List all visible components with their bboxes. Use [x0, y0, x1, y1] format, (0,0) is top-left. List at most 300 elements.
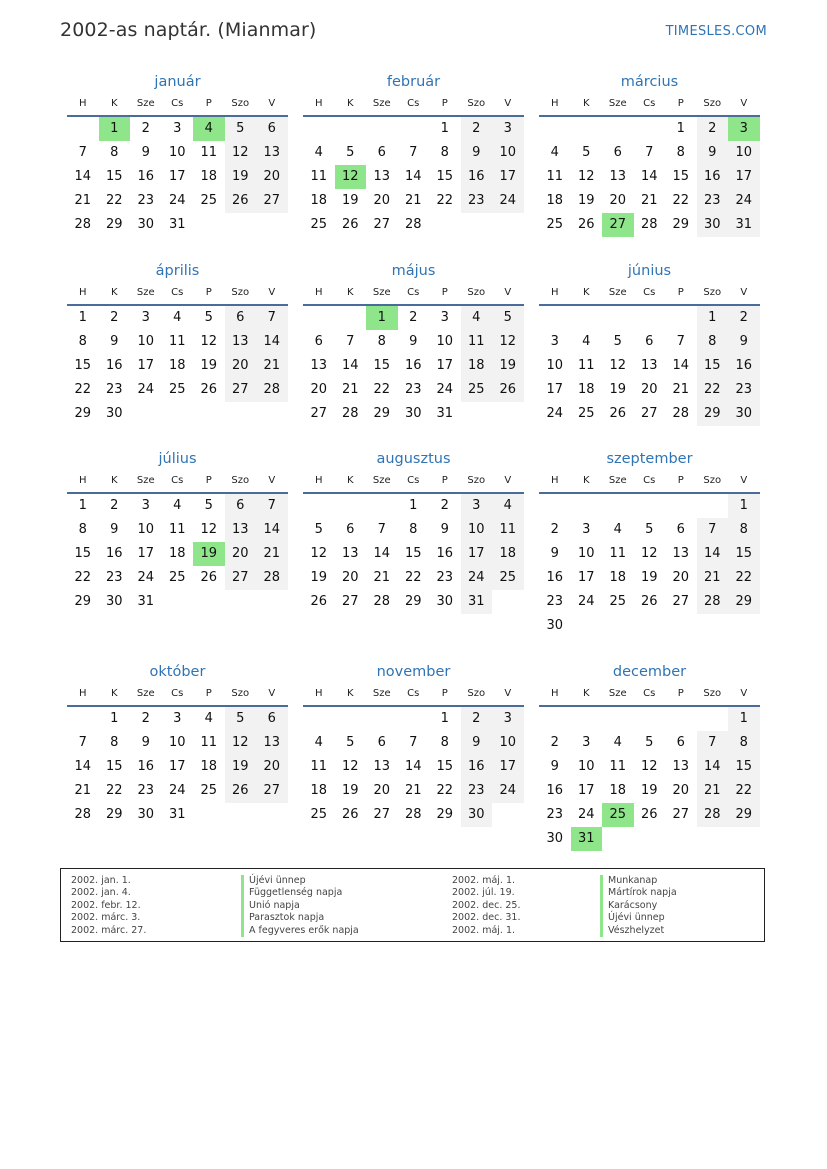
day-cell: 29: [74, 594, 92, 609]
week-row: [539, 731, 760, 755]
day-cell: 4: [314, 735, 323, 750]
day-cell: 28: [256, 378, 288, 402]
empty-day-cell: [539, 306, 571, 330]
weekday-header: [303, 685, 524, 707]
day-cell: 23: [461, 189, 493, 213]
day-cell: 24: [168, 783, 186, 798]
week-row: [67, 354, 288, 378]
week-row: [539, 402, 760, 426]
day-cell: 15: [436, 169, 454, 184]
weekday-label: V: [504, 98, 512, 109]
day-cell: 16: [137, 169, 155, 184]
day-cell: 15: [74, 546, 92, 561]
day-cell: 5: [645, 735, 654, 750]
day-cell: 6: [256, 707, 288, 731]
weekday-label: V: [504, 287, 512, 298]
day-cell: 11: [461, 330, 493, 354]
day-cell: 19: [640, 570, 658, 585]
site-link[interactable]: TIMESLES.COM: [665, 24, 767, 39]
day-cell: 12: [225, 731, 257, 755]
day-cell: 10: [436, 334, 454, 349]
empty-day-cell: [67, 707, 99, 731]
day-cell: 10: [168, 145, 186, 160]
week-row: [539, 518, 760, 542]
day-cell: 28: [697, 590, 729, 614]
week-row: [539, 117, 760, 141]
day-cell: 6: [676, 735, 685, 750]
empty-day-cell: [571, 494, 603, 518]
weekday-label: Cs: [171, 287, 184, 298]
empty-day-cell: [634, 306, 666, 330]
day-cell: 27: [225, 378, 257, 402]
week-row: [539, 827, 760, 851]
day-cell: 28: [74, 807, 92, 822]
day-cell: 9: [409, 334, 418, 349]
week-row: [539, 707, 760, 731]
month-days: [303, 707, 524, 827]
day-cell: 14: [404, 169, 422, 184]
day-cell: 21: [697, 779, 729, 803]
month-5: [303, 261, 524, 426]
week-row: [67, 731, 288, 755]
day-cell: 13: [672, 546, 690, 561]
empty-day-cell: [492, 590, 524, 614]
day-cell: 7: [676, 334, 685, 349]
day-cell: 3: [550, 334, 559, 349]
weekday-header: [303, 472, 524, 494]
day-cell: 20: [256, 165, 288, 189]
day-cell: 16: [546, 783, 564, 798]
day-cell: 7: [346, 334, 355, 349]
day-cell: 5: [346, 145, 355, 160]
week-row: [67, 803, 288, 827]
day-cell: 1: [409, 498, 418, 513]
weekday-header: [67, 472, 288, 494]
day-cell: 7: [409, 735, 418, 750]
holiday-names-right: [600, 875, 677, 937]
empty-day-cell: [634, 494, 666, 518]
day-cell: 6: [225, 306, 257, 330]
holiday-date: 2002. márc. 27.: [71, 924, 147, 936]
empty-day-cell: [366, 117, 398, 141]
week-row: [67, 402, 288, 426]
day-cell: 18: [168, 358, 186, 373]
weekday-label: V: [740, 287, 748, 298]
day-cell: 21: [74, 783, 92, 798]
weekday-label: V: [504, 475, 512, 486]
month-days: [67, 117, 288, 237]
day-cell: 29: [728, 803, 760, 827]
holiday-name: Vészhelyzet: [600, 925, 677, 937]
day-cell: 4: [582, 334, 591, 349]
day-cell: 21: [256, 542, 288, 566]
day-cell: 28: [373, 594, 391, 609]
day-cell: 10: [728, 141, 760, 165]
day-cell: 30: [404, 406, 422, 421]
day-cell: 17: [436, 358, 454, 373]
day-cell: 30: [137, 807, 155, 822]
month-days: [67, 306, 288, 426]
day-cell: 26: [640, 807, 658, 822]
day-cell: 15: [105, 169, 123, 184]
month-10: [67, 662, 288, 827]
day-cell: 27: [373, 807, 391, 822]
weekday-label: H: [314, 98, 323, 109]
day-cell: 6: [225, 494, 257, 518]
empty-day-cell: [256, 402, 288, 426]
weekday-label: Cs: [171, 98, 184, 109]
month-days: [67, 707, 288, 827]
weekday-label: Sze: [608, 287, 627, 298]
day-cell: 20: [310, 382, 328, 397]
day-cell: 15: [105, 759, 123, 774]
month-3: [539, 72, 760, 237]
weekday-label: Sze: [372, 98, 391, 109]
month-name: december: [612, 664, 687, 680]
empty-day-cell: [162, 590, 194, 614]
holiday-name: Mártírok napja: [600, 887, 677, 899]
day-cell: 13: [609, 169, 627, 184]
day-cell: 2: [550, 735, 559, 750]
day-cell: 28: [404, 807, 422, 822]
day-cell: 23: [728, 378, 760, 402]
day-cell: 16: [461, 165, 493, 189]
day-cell: 10: [492, 731, 524, 755]
empty-day-cell: [492, 213, 524, 237]
day-cell: 2: [728, 306, 760, 330]
month-name: november: [376, 664, 451, 680]
empty-day-cell: [335, 494, 367, 518]
day-cell: 19: [225, 165, 257, 189]
week-row: [539, 213, 760, 237]
empty-day-cell: [665, 707, 697, 731]
holiday-day-cell: 19: [193, 542, 225, 566]
empty-day-cell: [303, 306, 335, 330]
week-row: [67, 542, 288, 566]
holiday-date: 2002. máj. 1.: [452, 875, 516, 886]
day-cell: 21: [256, 354, 288, 378]
day-cell: 19: [609, 382, 627, 397]
day-cell: 30: [461, 803, 493, 827]
day-cell: 14: [341, 358, 359, 373]
week-row: [303, 330, 524, 354]
month-days: [539, 494, 760, 638]
weekday-label: K: [346, 287, 354, 298]
weekday-label: P: [441, 287, 448, 298]
holiday-names-left: [241, 875, 359, 937]
week-row: [303, 518, 524, 542]
day-cell: 15: [74, 358, 92, 373]
day-cell: 17: [492, 755, 524, 779]
day-cell: 17: [137, 358, 155, 373]
empty-day-cell: [256, 590, 288, 614]
day-cell: 9: [728, 330, 760, 354]
month-days: [303, 306, 524, 426]
day-cell: 31: [461, 590, 493, 614]
day-cell: 13: [373, 169, 391, 184]
day-cell: 11: [492, 518, 524, 542]
day-cell: 18: [310, 193, 328, 208]
day-cell: 31: [436, 406, 454, 421]
day-cell: 4: [461, 306, 493, 330]
day-cell: 22: [728, 566, 760, 590]
day-cell: 17: [461, 542, 493, 566]
day-cell: 25: [200, 193, 218, 208]
day-cell: 5: [582, 145, 591, 160]
day-cell: 5: [346, 735, 355, 750]
weekday-label: Cs: [407, 688, 420, 699]
empty-day-cell: [728, 614, 760, 638]
week-row: [67, 306, 288, 330]
day-cell: 5: [314, 522, 323, 537]
empty-day-cell: [492, 402, 524, 426]
week-row: [303, 590, 524, 614]
weekday-label: Sze: [372, 475, 391, 486]
day-cell: 28: [74, 217, 92, 232]
day-cell: 20: [672, 570, 690, 585]
empty-day-cell: [602, 117, 634, 141]
day-cell: 27: [256, 189, 288, 213]
empty-day-cell: [571, 117, 603, 141]
month-12: [539, 662, 760, 851]
week-row: [539, 330, 760, 354]
day-cell: 17: [168, 169, 186, 184]
day-cell: 8: [409, 522, 418, 537]
page-title: 2002-as naptár. (Mianmar): [60, 19, 317, 41]
empty-day-cell: [193, 402, 225, 426]
day-cell: 11: [546, 169, 564, 184]
holiday-date: 2002. febr. 12.: [71, 899, 141, 911]
holiday-date: 2002. jan. 4.: [71, 887, 131, 899]
day-cell: 9: [550, 546, 559, 561]
day-cell: 14: [74, 759, 92, 774]
day-cell: 21: [373, 570, 391, 585]
day-cell: 8: [728, 518, 760, 542]
empty-day-cell: [193, 213, 225, 237]
day-cell: 18: [461, 354, 493, 378]
day-cell: 15: [697, 354, 729, 378]
day-cell: 31: [137, 594, 155, 609]
weekday-label: H: [550, 475, 559, 486]
week-row: [539, 566, 760, 590]
day-cell: 3: [492, 117, 524, 141]
day-cell: 12: [200, 334, 218, 349]
day-cell: 26: [225, 189, 257, 213]
week-row: [67, 378, 288, 402]
day-cell: 3: [582, 735, 591, 750]
weekday-label: P: [677, 98, 684, 109]
week-row: [67, 494, 288, 518]
day-cell: 4: [314, 145, 323, 160]
day-cell: 14: [640, 169, 658, 184]
day-cell: 8: [78, 334, 87, 349]
empty-day-cell: [697, 494, 729, 518]
empty-day-cell: [539, 494, 571, 518]
day-cell: 5: [225, 707, 257, 731]
week-row: [303, 189, 524, 213]
day-cell: 18: [200, 169, 218, 184]
day-cell: 23: [697, 189, 729, 213]
week-row: [67, 779, 288, 803]
weekday-label: Cs: [643, 287, 656, 298]
day-cell: 26: [492, 378, 524, 402]
day-cell: 25: [168, 570, 186, 585]
day-cell: 4: [550, 145, 559, 160]
day-cell: 27: [341, 594, 359, 609]
day-cell: 16: [105, 546, 123, 561]
week-row: [303, 378, 524, 402]
empty-day-cell: [398, 707, 430, 731]
empty-day-cell: [697, 827, 729, 851]
day-cell: 6: [645, 334, 654, 349]
empty-day-cell: [634, 117, 666, 141]
day-cell: 30: [546, 618, 564, 633]
week-row: [303, 803, 524, 827]
weekday-label: Szo: [703, 98, 722, 109]
weekday-label: Sze: [372, 287, 391, 298]
empty-day-cell: [366, 494, 398, 518]
day-cell: 8: [377, 334, 386, 349]
day-cell: 26: [609, 406, 627, 421]
day-cell: 25: [609, 594, 627, 609]
weekday-label: H: [314, 475, 323, 486]
empty-day-cell: [225, 590, 257, 614]
empty-day-cell: [571, 614, 603, 638]
day-cell: 3: [141, 498, 150, 513]
day-cell: 16: [105, 358, 123, 373]
day-cell: 27: [672, 594, 690, 609]
day-cell: 9: [110, 522, 119, 537]
day-cell: 11: [609, 546, 627, 561]
day-cell: 1: [676, 121, 685, 136]
day-cell: 3: [440, 310, 449, 325]
empty-day-cell: [492, 803, 524, 827]
day-cell: 3: [173, 121, 182, 136]
day-cell: 7: [697, 518, 729, 542]
weekday-label: K: [346, 98, 354, 109]
day-cell: 28: [256, 566, 288, 590]
empty-day-cell: [602, 306, 634, 330]
day-cell: 14: [74, 169, 92, 184]
day-cell: 23: [461, 779, 493, 803]
day-cell: 7: [256, 306, 288, 330]
day-cell: 4: [613, 522, 622, 537]
day-cell: 1: [697, 306, 729, 330]
weekday-header: [539, 472, 760, 494]
day-cell: 24: [577, 807, 595, 822]
empty-day-cell: [303, 707, 335, 731]
day-cell: 6: [613, 145, 622, 160]
empty-day-cell: [634, 614, 666, 638]
day-cell: 27: [225, 566, 257, 590]
day-cell: 21: [404, 783, 422, 798]
day-cell: 17: [492, 165, 524, 189]
empty-day-cell: [303, 494, 335, 518]
day-cell: 23: [137, 783, 155, 798]
month-9: [539, 449, 760, 638]
day-cell: 14: [672, 358, 690, 373]
day-cell: 17: [728, 165, 760, 189]
weekday-label: Sze: [372, 688, 391, 699]
month-days: [303, 117, 524, 237]
day-cell: 4: [173, 310, 182, 325]
day-cell: 12: [225, 141, 257, 165]
weekday-label: V: [504, 688, 512, 699]
week-row: [303, 354, 524, 378]
day-cell: 16: [461, 755, 493, 779]
weekday-label: P: [205, 475, 212, 486]
weekday-label: Szo: [467, 98, 486, 109]
weekday-label: Cs: [643, 98, 656, 109]
weekday-label: V: [268, 98, 276, 109]
weekday-label: V: [740, 98, 748, 109]
day-cell: 12: [341, 759, 359, 774]
day-cell: 23: [546, 594, 564, 609]
empty-day-cell: [225, 402, 257, 426]
weekday-label: Szo: [231, 98, 250, 109]
weekday-label: P: [677, 287, 684, 298]
day-cell: 27: [672, 807, 690, 822]
day-cell: 9: [697, 141, 729, 165]
month-name: február: [386, 74, 441, 90]
day-cell: 26: [225, 779, 257, 803]
day-cell: 24: [577, 594, 595, 609]
day-cell: 16: [697, 165, 729, 189]
day-cell: 29: [404, 594, 422, 609]
week-row: [303, 117, 524, 141]
weekday-label: K: [582, 475, 590, 486]
weekday-label: Cs: [407, 475, 420, 486]
weekday-label: H: [314, 688, 323, 699]
holiday-date: 2002. márc. 3.: [71, 912, 141, 924]
empty-day-cell: [130, 402, 162, 426]
weekday-header: [303, 284, 524, 306]
day-cell: 30: [546, 831, 564, 846]
weekday-label: Szo: [467, 475, 486, 486]
weekday-label: Cs: [171, 688, 184, 699]
month-6: [539, 261, 760, 426]
day-cell: 26: [577, 217, 595, 232]
day-cell: 15: [728, 755, 760, 779]
day-cell: 25: [461, 378, 493, 402]
week-row: [67, 189, 288, 213]
weekday-label: K: [346, 475, 354, 486]
day-cell: 24: [492, 189, 524, 213]
week-row: [303, 494, 524, 518]
day-cell: 8: [676, 145, 685, 160]
month-name: április: [155, 263, 200, 279]
day-cell: 21: [672, 382, 690, 397]
day-cell: 4: [204, 711, 213, 726]
holiday-name: Újévi ünnep: [600, 912, 677, 924]
day-cell: 19: [577, 193, 595, 208]
weekday-label: Sze: [608, 98, 627, 109]
day-cell: 24: [137, 570, 155, 585]
day-cell: 20: [256, 755, 288, 779]
weekday-label: Szo: [231, 475, 250, 486]
holiday-day-cell: 1: [366, 306, 398, 330]
weekday-header: [67, 685, 288, 707]
weekday-label: H: [550, 287, 559, 298]
week-row: [303, 165, 524, 189]
empty-day-cell: [67, 117, 99, 141]
day-cell: 30: [105, 406, 123, 421]
day-cell: 8: [110, 145, 119, 160]
day-cell: 19: [341, 193, 359, 208]
week-row: [539, 378, 760, 402]
day-cell: 18: [546, 193, 564, 208]
week-row: [539, 614, 760, 638]
